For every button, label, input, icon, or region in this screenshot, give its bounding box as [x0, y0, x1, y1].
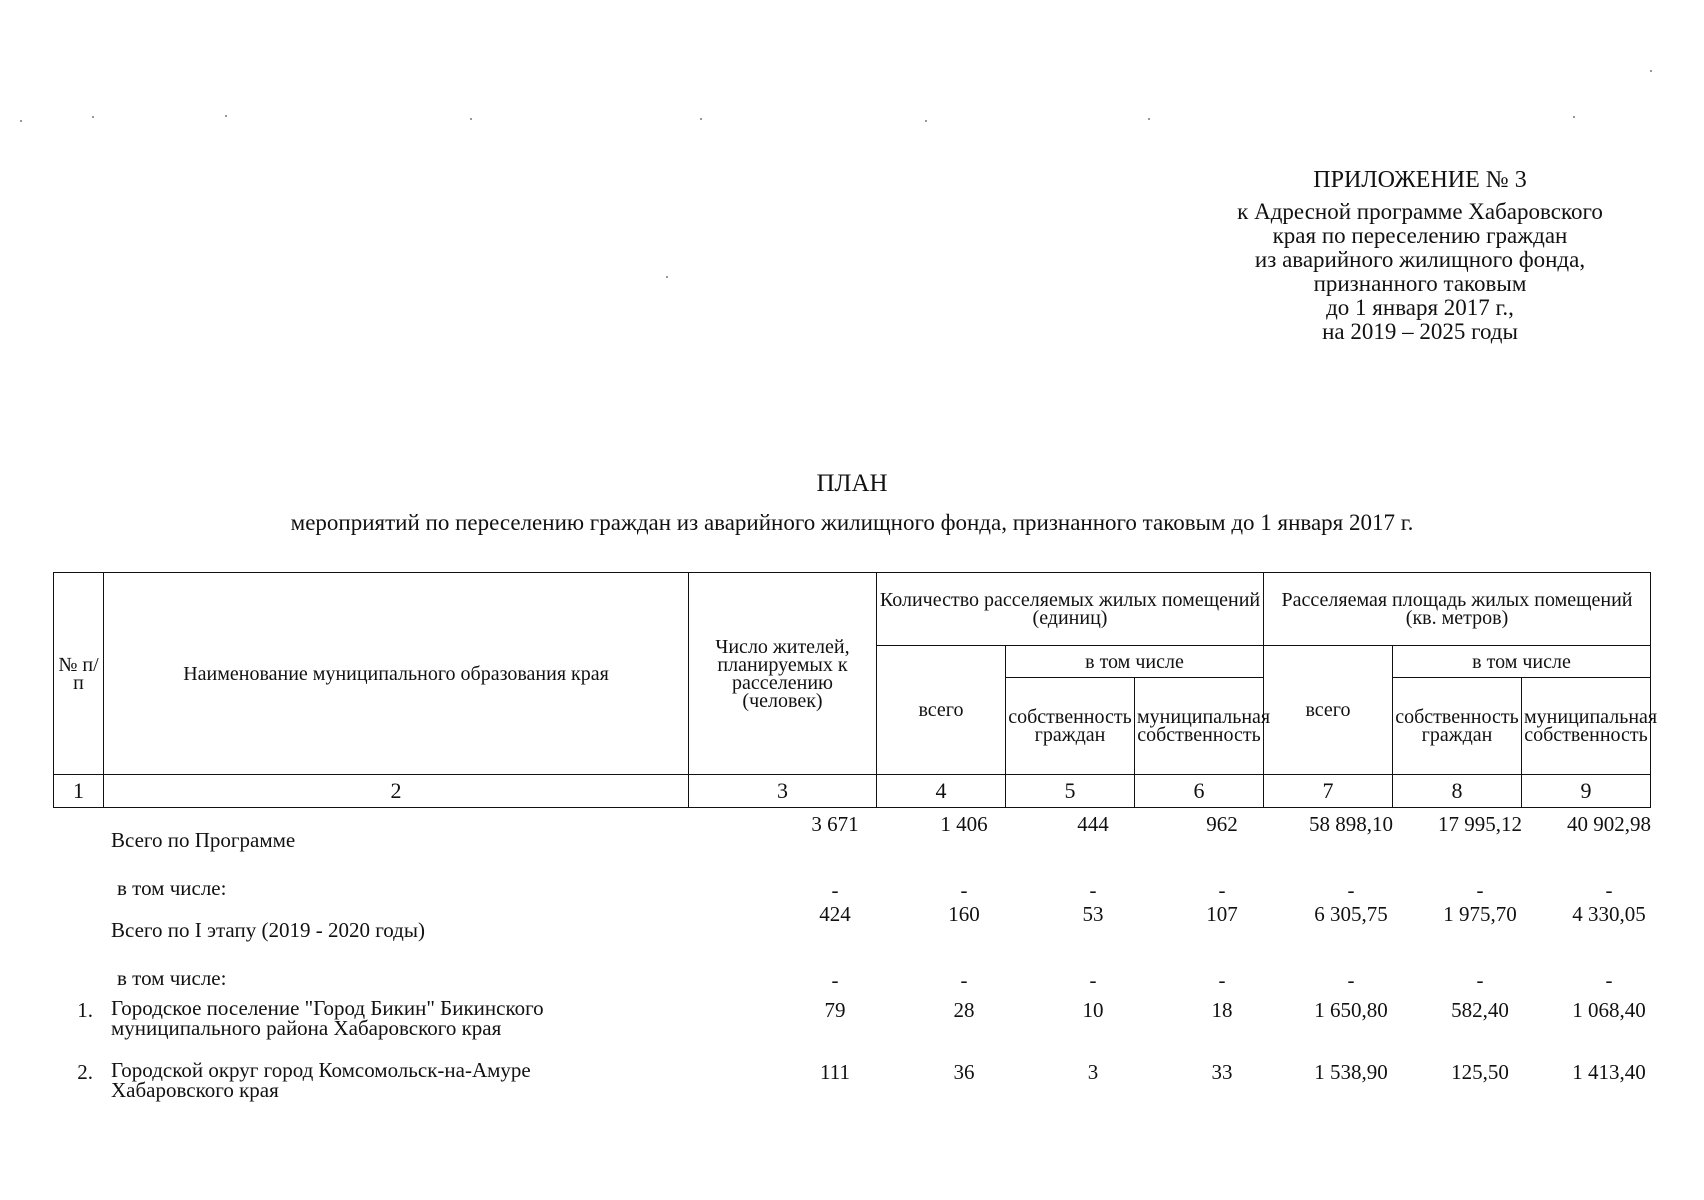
row-value: 1 406 [940, 812, 988, 836]
dash: - [1605, 968, 1613, 992]
row-value: 125,50 [1451, 1060, 1509, 1084]
column-number: 4 [877, 775, 1006, 808]
scan-speck [666, 276, 668, 278]
scan-speck [20, 120, 22, 122]
row-value: 18 [1211, 998, 1233, 1022]
plan-title: ПЛАН [816, 470, 888, 497]
row-name: Городской округ город Комсомольск-на-Амуре Хабаровского края [111, 1058, 531, 1102]
row-value: 53 [1082, 902, 1104, 926]
row-value: 6 305,75 [1314, 902, 1388, 926]
header-num: № п/п [54, 573, 104, 775]
row-value: 79 [824, 998, 846, 1022]
header-area-municipal: муниципальная собственность [1522, 678, 1651, 775]
header-area-including: в том числе [1393, 646, 1651, 678]
scan-speck [700, 118, 702, 120]
row-value: 444 [1077, 812, 1109, 836]
header-units-private: собственность граждан [1006, 678, 1135, 775]
dash: - [1089, 878, 1097, 902]
row-value: 4 330,05 [1572, 902, 1646, 926]
appendix-heading: ПРИЛОЖЕНИЕ № 3 [1313, 167, 1527, 193]
row-name: Всего по I этапу (2019 - 2020 годы) [111, 918, 425, 942]
row-number: 1. [77, 998, 93, 1022]
scan-speck [470, 118, 472, 120]
row-value: 3 [1087, 1060, 1099, 1084]
column-number: 5 [1006, 775, 1135, 808]
dash: - [1476, 968, 1484, 992]
dash: - [1347, 878, 1355, 902]
scan-speck [92, 116, 94, 118]
column-number: 3 [689, 775, 877, 808]
row-value: 58 898,10 [1309, 812, 1393, 836]
including-label: в том числе: [117, 876, 227, 900]
including-label: в том числе: [117, 966, 227, 990]
appendix-line: до 1 января 2017 г., [1326, 295, 1514, 320]
dash: - [1476, 878, 1484, 902]
dash: - [960, 968, 968, 992]
scan-speck [1650, 70, 1652, 72]
scan-speck [925, 120, 927, 122]
row-value: 107 [1206, 902, 1238, 926]
header-residents: Число жителей, планируемых к расселению (человек) [689, 573, 877, 775]
header-area-total: всего [1264, 646, 1393, 775]
dash: - [1089, 968, 1097, 992]
dash: - [1347, 968, 1355, 992]
row-value: 36 [953, 1060, 975, 1084]
appendix-line: на 2019 – 2025 годы [1322, 319, 1518, 344]
row-value: 33 [1211, 1060, 1233, 1084]
column-number: 8 [1393, 775, 1522, 808]
header-units-group: Количество расселяемых жилых помещений (единиц) [877, 573, 1264, 646]
plan-table-header [53, 572, 1658, 808]
appendix-block [1160, 168, 1680, 344]
dash: - [831, 968, 839, 992]
row-value: 40 902,98 [1567, 812, 1651, 836]
row-value: 3 671 [811, 812, 859, 836]
row-value: 1 975,70 [1443, 902, 1517, 926]
column-number: 1 [54, 775, 104, 808]
row-value: 424 [819, 902, 851, 926]
row-value: 1 068,40 [1572, 998, 1646, 1022]
dash: - [831, 878, 839, 902]
scan-speck [1148, 118, 1150, 120]
column-number: 6 [1135, 775, 1264, 808]
row-name: Городское поселение "Город Бикин" Бикинского муниципального района Хабаровского края [111, 996, 544, 1040]
row-value: 17 995,12 [1438, 812, 1522, 836]
appendix-line: края по переселению граждан [1272, 223, 1568, 248]
row-value: 962 [1206, 812, 1238, 836]
header-units-including: в том числе [1006, 646, 1264, 678]
row-value: 582,40 [1451, 998, 1509, 1022]
row-value: 1 538,90 [1314, 1060, 1388, 1084]
column-number: 7 [1264, 775, 1393, 808]
row-value: 10 [1082, 998, 1104, 1022]
column-number: 9 [1522, 775, 1651, 808]
row-value: 1 413,40 [1572, 1060, 1646, 1084]
appendix-line: признанного таковым [1313, 271, 1527, 296]
scan-speck [1573, 116, 1575, 118]
header-units-municipal: муниципальная собственность [1135, 678, 1264, 775]
dash: - [960, 878, 968, 902]
row-number: 2. [77, 1060, 93, 1084]
column-number: 2 [104, 775, 689, 808]
row-name: Всего по Программе [111, 828, 296, 852]
header-name: Наименование муниципального образования края [104, 573, 689, 775]
row-value: 160 [948, 902, 980, 926]
row-value: 111 [820, 1060, 850, 1084]
appendix-line: из аварийного жилищного фонда, [1254, 247, 1586, 272]
row-value: 1 650,80 [1314, 998, 1388, 1022]
row-value: 28 [953, 998, 975, 1022]
header-area-group: Расселяемая площадь жилых помещений (кв. метров) [1264, 573, 1651, 646]
dash: - [1605, 878, 1613, 902]
dash: - [1218, 968, 1226, 992]
scan-speck [225, 115, 227, 117]
header-area-private: собственность граждан [1393, 678, 1522, 775]
header-units-total: всего [877, 646, 1006, 775]
plan-subtitle: мероприятий по переселению граждан из аварийного жилищного фонда, признанного таковым до 1 января 2017 г. [290, 510, 1414, 535]
appendix-line: к Адресной программе Хабаровского [1237, 199, 1603, 224]
dash: - [1218, 878, 1226, 902]
